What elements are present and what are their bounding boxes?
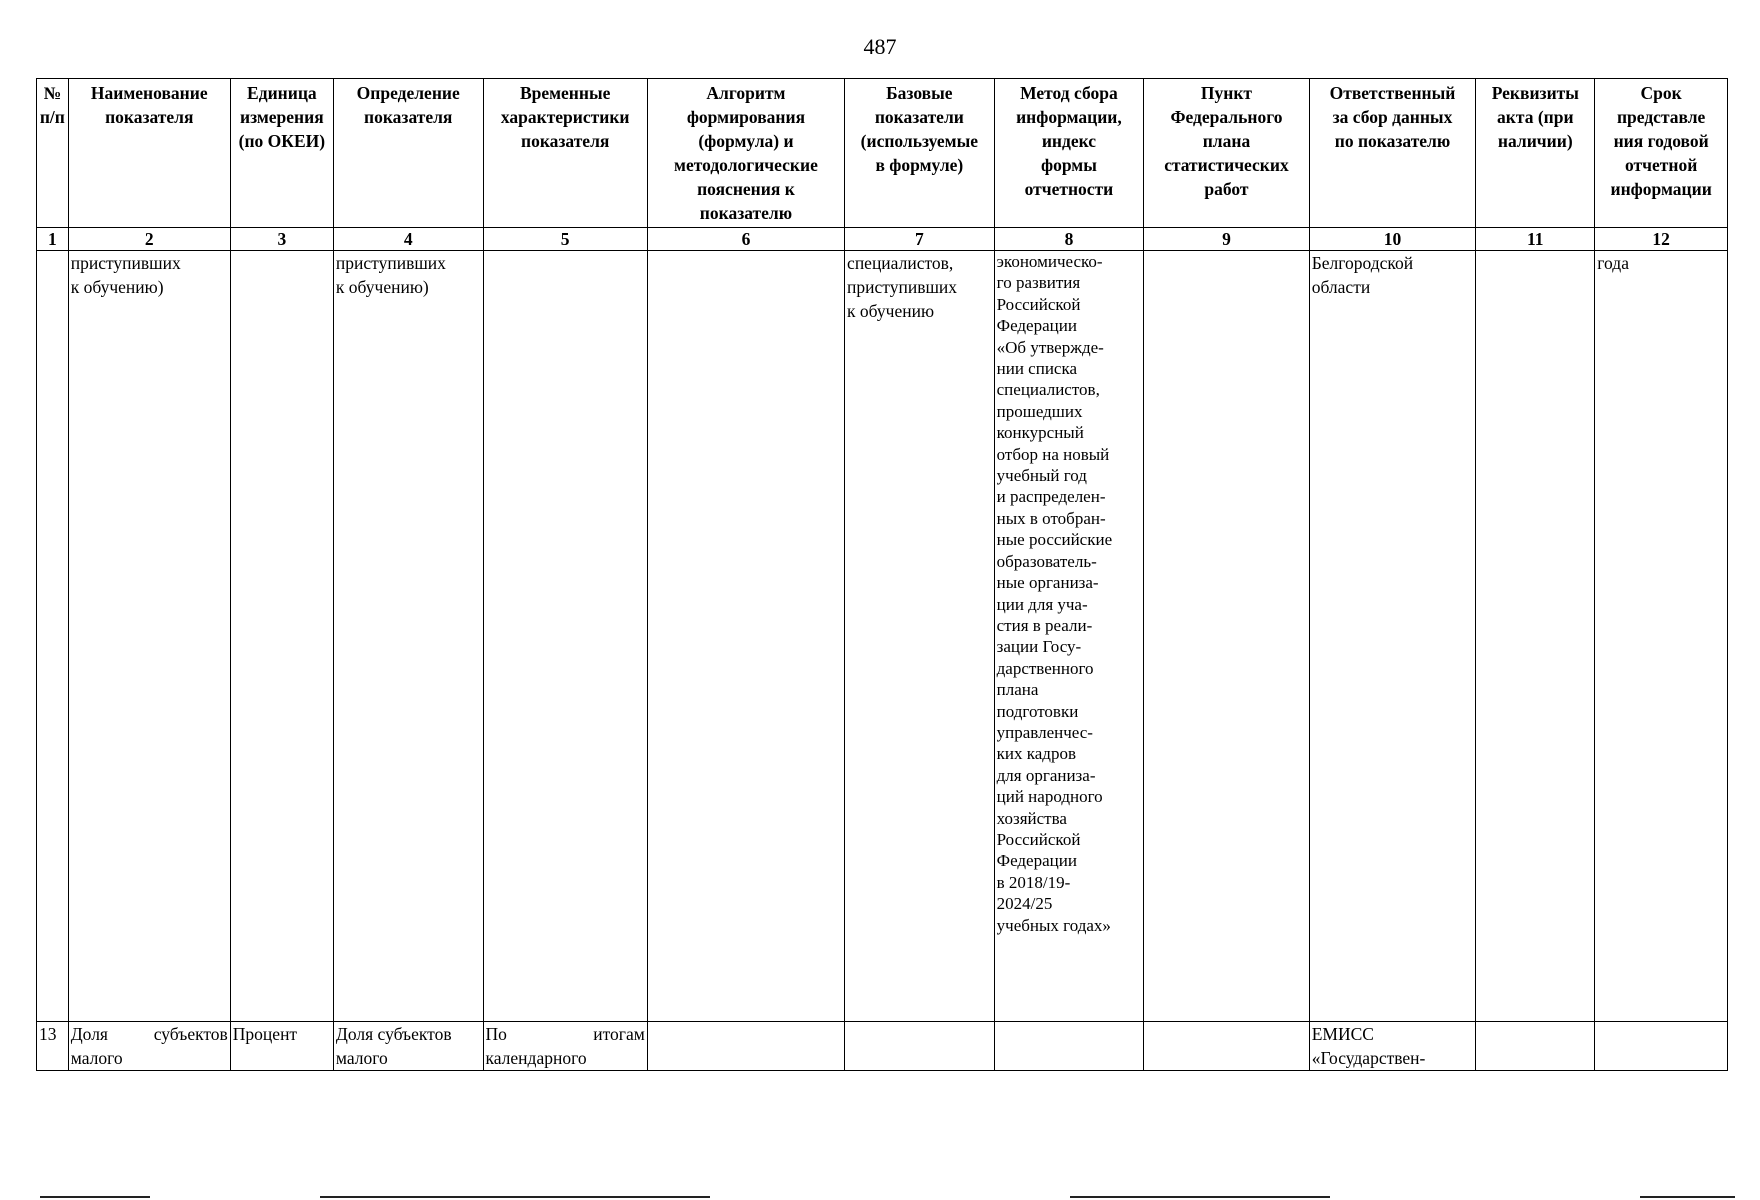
column-number: 6 <box>647 228 844 251</box>
cell-federal-plan-item <box>1144 1022 1309 1071</box>
cell-line: календарного <box>485 1048 587 1068</box>
cell-responsible: ЕМИСС «Государствен- <box>1309 1022 1476 1071</box>
header-algorithm: Алгоритм формирования (формула) и методологические пояснения к показателю <box>647 79 844 228</box>
indicator-table <box>36 78 1728 1071</box>
cell-line: малого <box>70 1048 123 1068</box>
column-number: 8 <box>994 228 1144 251</box>
scan-edge-line <box>1640 1196 1735 1198</box>
cell-base-indicators: специалистов, приступивших к обучению <box>845 251 995 1022</box>
cell-deadline <box>1595 1022 1728 1071</box>
scan-edge-line <box>1070 1196 1330 1198</box>
cell-act-details <box>1476 251 1595 1022</box>
header-collection-method: Метод сбора информации, индекс формы отчетности <box>994 79 1144 228</box>
column-number: 2 <box>68 228 230 251</box>
scan-edge-line <box>40 1196 150 1198</box>
header-definition: Определение показателя <box>333 79 483 228</box>
column-number: 5 <box>483 228 647 251</box>
column-number-row <box>37 228 1728 251</box>
header-indicator-name: Наименование показателя <box>68 79 230 228</box>
header-deadline: Срок представле ния годовой отчетной информации <box>1595 79 1728 228</box>
cell-indicator-name <box>68 1022 230 1071</box>
cell-unit: Процент <box>230 1022 333 1071</box>
header-time-characteristics: Временные характеристики показателя <box>483 79 647 228</box>
cell-act-details <box>1476 1022 1595 1071</box>
header-federal-plan-item: Пункт Федерального плана статистических работ <box>1144 79 1309 228</box>
cell-definition: Доля субъектов малого <box>333 1022 483 1071</box>
cell-number: 13 <box>37 1022 69 1071</box>
cell-unit <box>230 251 333 1022</box>
cell-responsible: Белгородской области <box>1309 251 1476 1022</box>
scan-edge-line <box>320 1196 710 1198</box>
header-base-indicators: Базовые показатели (используемые в формуле) <box>845 79 995 228</box>
column-number: 11 <box>1476 228 1595 251</box>
column-number: 1 <box>37 228 69 251</box>
cell-algorithm <box>647 251 844 1022</box>
header-act-details: Реквизиты акта (при наличии) <box>1476 79 1595 228</box>
cell-collection-method: экономическо- го развития Российской Федерации «Об утвержде- нии списка специалистов, прошедших конкурсный отбор на новый учебный год и распределен- ных в отобран- ные российские образователь- ные организа- ции для уча- стия в реали- зации Госу- дарственного плана подготовки управленчес- ких кадров для организа- ций народного хозяйства Российской Федерации в 2018/19- 2024/25 учебных годах» <box>994 251 1144 1022</box>
header-unit: Единица измерения (по ОКЕИ) <box>230 79 333 228</box>
cell-time-characteristics <box>483 251 647 1022</box>
table-row <box>37 251 1728 1022</box>
cell-base-indicators <box>845 1022 995 1071</box>
table-row <box>37 1022 1728 1071</box>
column-number: 7 <box>845 228 995 251</box>
cell-indicator-name: приступивших к обучению) <box>68 251 230 1022</box>
header-row <box>37 79 1728 228</box>
cell-line: Доля субъектов <box>70 1024 228 1044</box>
page-number: 487 <box>863 34 897 59</box>
header-responsible: Ответственный за сбор данных по показателю <box>1309 79 1476 228</box>
column-number: 9 <box>1144 228 1309 251</box>
header-number: № п/п <box>37 79 69 228</box>
column-number: 3 <box>230 228 333 251</box>
column-number: 12 <box>1595 228 1728 251</box>
cell-line: По итогам <box>485 1024 645 1044</box>
column-number: 10 <box>1309 228 1476 251</box>
cell-federal-plan-item <box>1144 251 1309 1022</box>
column-number: 4 <box>333 228 483 251</box>
cell-time-characteristics <box>483 1022 647 1071</box>
cell-deadline: года <box>1595 251 1728 1022</box>
cell-definition: приступивших к обучению) <box>333 251 483 1022</box>
cell-number <box>37 251 69 1022</box>
cell-collection-method <box>994 1022 1144 1071</box>
cell-algorithm <box>647 1022 844 1071</box>
